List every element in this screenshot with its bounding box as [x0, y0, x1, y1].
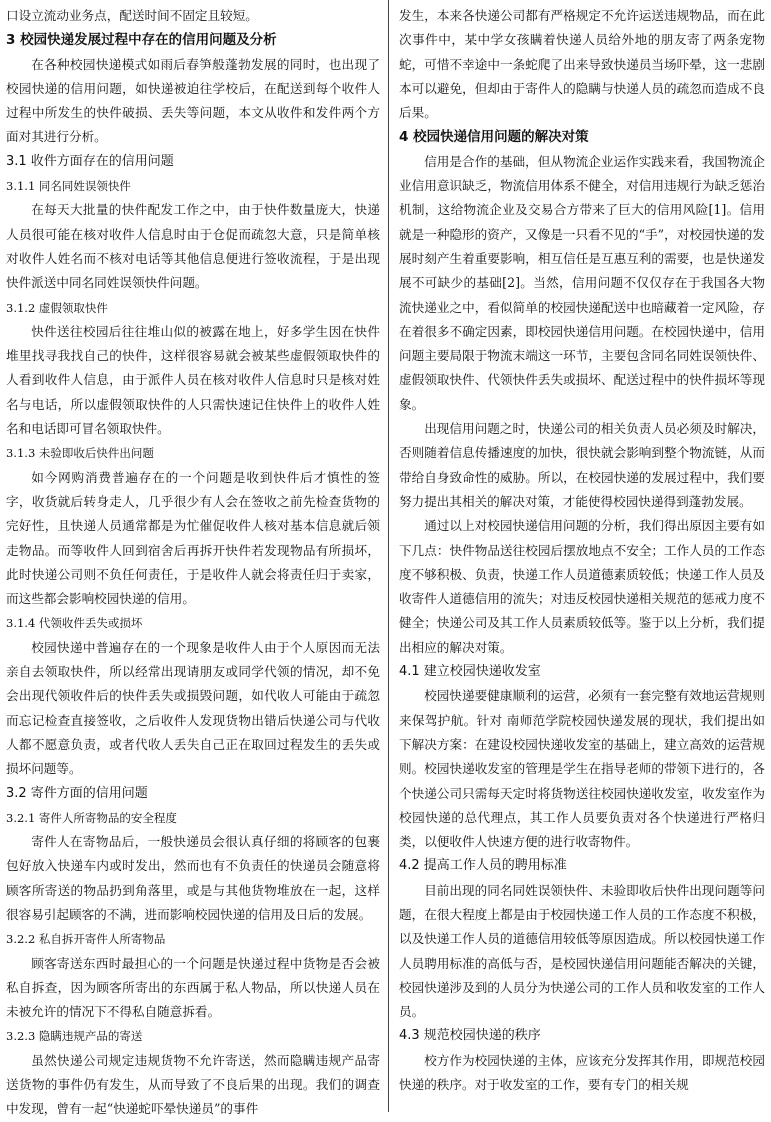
paragraph: 顾客寄送东西时最担心的一个问题是快递过程中货物是否会被私自拆查，因为顾客所寄出的东西属于私人物品，所以快递人员在未被允许的情况下不得私自随意拆看。 — [6, 955, 380, 1020]
paragraph: 通过以上对校园快递信用问题的分析，我们得出原因主要有如下几点：快件物品送往校园后摆放地点不安全；工作人员的工作态度不够积极、负责，快递工作人员道德素质较低；快递工作人员及收寄件人道德信用的流失；对违反校园快递相关规范的惩戒力度不健全；快递公司及其工作人员素质较低等。鉴于以上分析，我们提出相应的解决对策。 — [399, 518, 765, 655]
paragraph: 校园快递要健康顺利的运营，必须有一套完整有效地运营规则来保驾护航。针对 南师范学院校园快递发展的现状，我们提出如下解决方案：在建设校园快递收发室的基础上，建立高效的运营规则。校园快递收发室的管理是学生在指导老师的带领下进行的，各个快递公司只需每天定时将货物送往校园快递收发室，收发室作为校园快递的总代理点，其工作人员要负责对各个快递进行严格归类，以便收件人快速方便的进行收寄物件。 — [399, 688, 765, 850]
column-divider — [388, 0, 389, 1112]
subsubsection-heading-3-1-2: 3.1.2 虚假领取快件 — [6, 300, 108, 315]
paragraph: 校方作为校园快递的主体，应该充分发挥其作用，即规范校园快递的秩序。对于收发室的工作，要有专门的相关规 — [399, 1052, 765, 1093]
subsubsection-heading-3-1-3: 3.1.3 未验即收后快件出问题 — [6, 446, 154, 461]
paragraph: 发生，本来各快递公司都有严格规定不允许运送违规物品，而在此次事件中，某中学女孩瞒着快递人员给外地的朋友寄了两条宠物蛇，可惜不幸途中一条蛇爬了出来导致快递员当场吓晕，这一悲剧本可以避免，但却由于寄件人的隐瞒与快递人员的疏忽而造成不良后果。 — [399, 8, 765, 121]
paragraph: 校园快递中普遍存在的一个现象是收件人由于个人原因而无法亲自去领取快件，所以经常出现请朋友或同学代领的情况，却不免会出现代领收件后的快件丢失或损毁问题，如代收人可能由于疏忽而忘记检查直接签收，之后收件人发现货物出错后快递公司与代收人都不愿意负责，或者代收人丢失自己正在取回过程发生的丢失或损坏问题等。 — [6, 639, 380, 777]
right-column — [399, 4, 765, 1097]
subsection-heading-3-2: 3.2 寄件方面的信用问题 — [6, 785, 148, 801]
paragraph: 虽然快递公司规定违规货物不允许寄送，然而隐瞒违规产品寄送货物的事件仍有发生，从而导致了不良后果的出现。我们的调查中发现，曾有一起“快递蛇吓晕快递员”的事件 — [6, 1052, 380, 1117]
paragraph: 寄件人在寄物品后，一般快递员会很认真仔细的将顾客的包裹包好放入快递车内或时发出，然而也有不负责任的快递员会随意将顾客所寄送的物品扔到角落里，或是与其他货物堆放在一起，这样很容易引起顾客的不满，进而影响校园快递的信用及日后的发展。 — [6, 834, 380, 922]
paragraph: 口设立流动业务点，配送时间不固定且较短。 — [6, 8, 258, 23]
subsection-heading-4-1: 4.1 建立校园快递收发室 — [399, 664, 541, 680]
paragraph: 信用是合作的基础，但从物流企业运作实践来看，我国物流企业信用意识缺乏，物流信用体系不健全，对信用违规行为缺乏惩治机制，这给物流企业及交易合方带来了巨大的信用风险[1]。信用就是一种隐形的资产，又像是一只看不见的“手”，对校园快递的发展时刻产生着重要影响，相互信任是互惠互利的需要，也是快递发展不可缺少的基础[2]。当然，信用问题不仅仅存在于我国各大物流快递业之中，看似简单的校园快递配送中也暗藏着一定风险，存在着很多不确定因素，即校园快递信用问题。在校园快递中，信用问题主要局限于物流末端这一环节，主要包含同名同姓误领快件、虚假领取快件、代领快件丢失或损坏、配送过程中的快件损坏等现象。 — [399, 153, 765, 412]
subsubsection-heading-3-2-1: 3.2.1 寄件人所寄物品的安全程度 — [6, 810, 177, 825]
subsubsection-heading-3-2-3: 3.2.3 隐瞒违规产品的寄送 — [6, 1029, 143, 1044]
paragraph: 目前出现的同名同姓误领快件、未验即收后快件出现问题等问题，在很大程度上都是由于校园快递工作人员的工作态度不积极，以及快递工作人员的道德信用较低等原因造成。所以校园快递工作人员聘用标准的高低与否，是校园快递信用问题能否解决的关键，校园快递涉及到的人员分为快递公司的工作人员和收发室的工作人员。 — [399, 882, 765, 1020]
paragraph: 快件送往校园后往往堆山似的被露在地上，好多学生因在快件堆里找寻我找自己的快件，这样很容易就会被某些虚假领取快件的人看到收件人信息，由于派件人员在核对收件人信息时只是核对姓名与电话，所以虚假领取快件的人只需快速记住快件上的收件人姓名和电话即可冒名领取快件。 — [6, 323, 380, 437]
subsubsection-heading-3-1-4: 3.1.4 代领收件丢失或损坏 — [6, 616, 143, 631]
paragraph: 在每天大批量的快件配发工作之中，由于快件数量庞大，快递人员很可能在核对收件人信息时由于仓促而疏忽大意，只是简单核对收件人姓名而不核对电话等其他信息便进行签收流程，于是出现快件派送中同名同姓误领快件问题。 — [6, 202, 380, 291]
paragraph: 出现信用问题之时，快递公司的相关负责人员必须及时解决，否则随着信息传播速度的加快，很快就会影响到整个物流链，从而带给自身致命性的威胁。所以，在校园快递的发展过程中，我们要努力提出其相关的解决对策，才能使得校园快递得到蓬勃发展。 — [399, 421, 765, 509]
subsection-heading-4-3: 4.3 规范校园快递的秩序 — [399, 1028, 541, 1044]
paragraph: 在各种校园快递模式如雨后春笋般蓬勃发展的同时，也出现了校园快递的信用问题，如快递被迫往学校后，在配送到每个收件人过程中所发生的快件破损、丢失等问题，本文从收件和发件两个方面对其进行分析。 — [6, 56, 380, 145]
subsection-heading-4-2: 4.2 提高工作人员的聘用标准 — [399, 858, 567, 874]
subsubsection-heading-3-1-1: 3.1.1 同名同姓误领快件 — [6, 179, 131, 194]
subsubsection-heading-3-2-2: 3.2.2 私自拆开寄件人所寄物品 — [6, 932, 166, 947]
section-heading-4: 4 校园快递信用问题的解决对策 — [399, 129, 589, 146]
subsection-heading-3-1: 3.1 收件方面存在的信用问题 — [6, 153, 174, 169]
paragraph: 如今网购消费普遍存在的一个问题是收到快件后才慎性的签字，收货就后转身走人，几乎很少有人会在签收之前先检查货物的完好性，且快递人员通常都是为忙催促收件人核对基本信息就后领走物品。而等收件人回到宿舍后再拆开快件若发现物品有所损坏，此时快递公司则不负任何责任，于是收件人就会将责任归于卖家，而这些都会影响校园快递的信用。 — [6, 469, 380, 607]
section-heading-3: 3 校园快递发展过程中存在的信用问题及分析 — [6, 32, 277, 49]
left-column — [6, 4, 380, 1122]
